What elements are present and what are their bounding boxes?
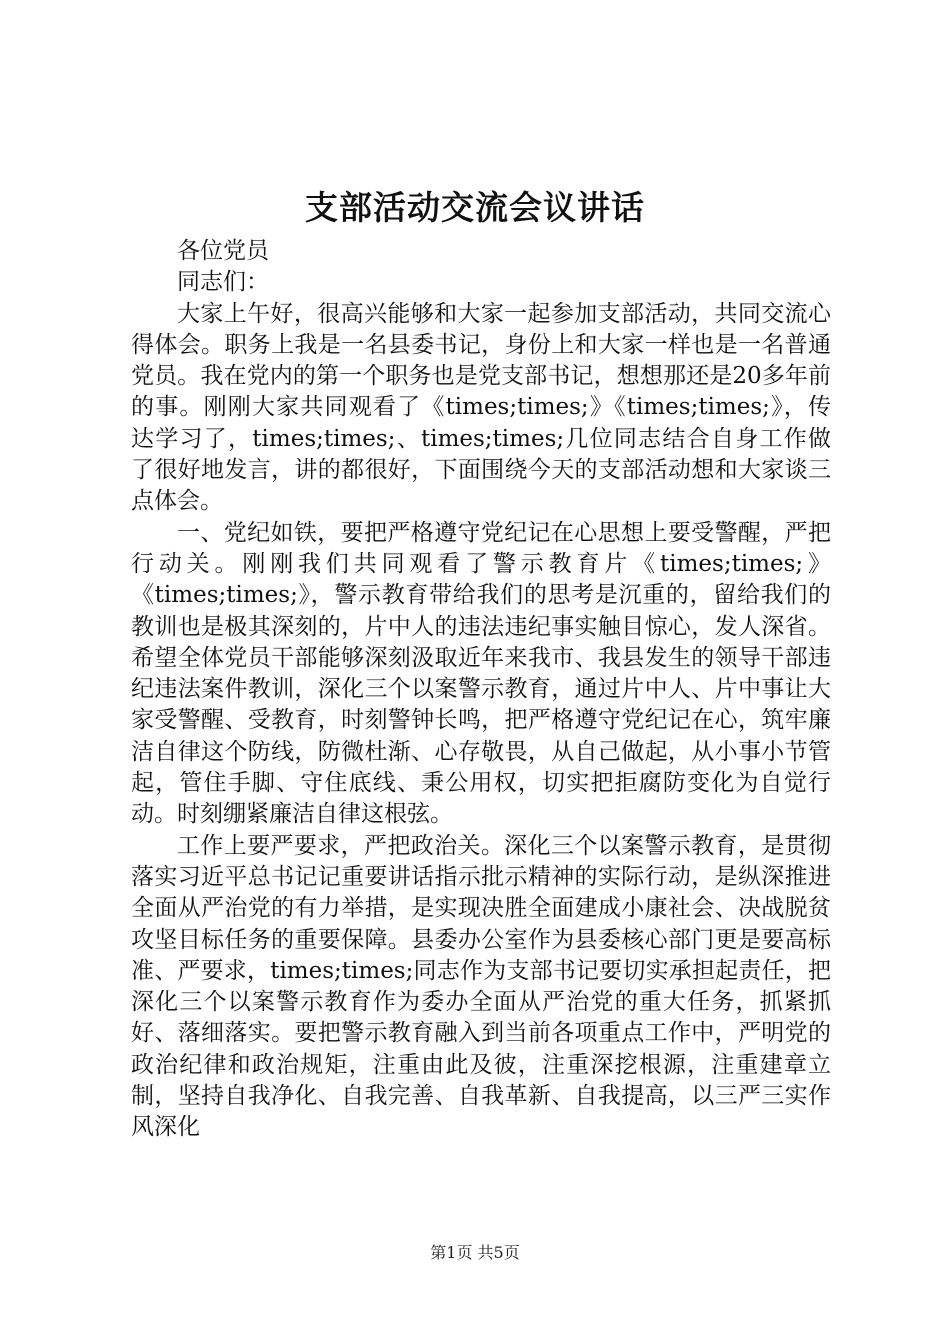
page-footer: 第1页 共5页	[430, 1243, 520, 1262]
salutation-line: 同志们：	[177, 269, 269, 296]
salutation-line: 各位党员	[177, 238, 269, 264]
body-paragraph: 大家上午好，很高兴能够和大家一起参加支部活动，共同交流心得体会。职务上我是一名县委书记，身份上和大家一样也是一名普通党员。我在党内的第一个职务也是党支部书记，想想那还是20多年前的事。刚刚大家共同观看了《times;times;》《times;times;》，传达学习了，times;times;、times;times;几位同志结合自身工作做了很好地发言，讲的都很好，下面围绕今天的支部活动想和大家谈三点体会。	[131, 300, 831, 515]
document-title: 支部活动交流会议讲话	[305, 188, 645, 227]
body-paragraph: 工作上要严要求，严把政治关。深化三个以案警示教育，是贯彻落实习近平总书记记重要讲话指示批示精神的实际行动，是纵深推进全面从严治党的有力举措，是实现决胜全面建成小康社会、决战脱贫攻坚目标任务的重要保障。县委办公室作为县委核心部门更是要高标准、严要求，times;times;同志作为支部书记要切实承担起责任，把深化三个以案警示教育作为委办全面从严治党的重大任务，抓紧抓好、落细落实。要把警示教育融入到当前各项重点工作中，严明党的政治纪律和政治规矩，注重由此及彼，注重深挖根源，注重建章立制，坚持自我净化、自我完善、自我革新、自我提高，以三严三实作风深化	[131, 832, 831, 1141]
body-paragraph: 一、党纪如铁，要把严格遵守党纪记在心思想上要受警醒，严把行动关。刚刚我们共同观看了警示教育片《times;times;》《times;times;》，警示教育带给我们的思考是沉重的，留给我们的教训也是极其深刻的，片中人的违法违纪事实触目惊心，发人深省。希望全体党员干部能够深刻汲取近年来我市、我县发生的领导干部违纪违法案件教训，深化三个以案警示教育，通过片中人、片中事让大家受警醒、受教育，时刻警钟长鸣，把严格遵守党纪记在心，筑牢廉洁自律这个防线，防微杜渐、心存敬畏，从自己做起，从小事小节管起，管住手脚、守住底线、秉公用权，切实把拒腐防变化为自觉行动。时刻绷紧廉洁自律这根弦。	[131, 519, 831, 828]
document-body	[131, 236, 831, 1144]
